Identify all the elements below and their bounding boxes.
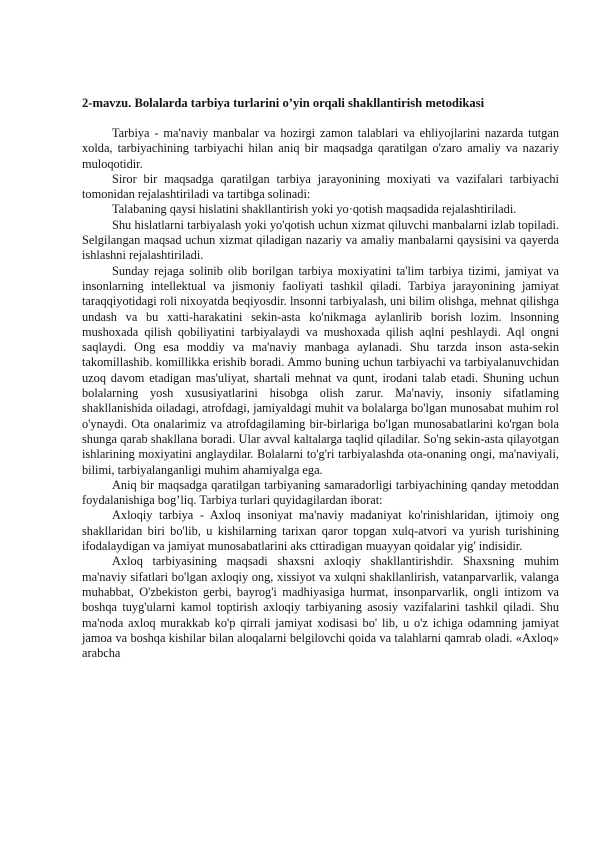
page-title: 2-mavzu. Bolalarda tarbiya turlarini o’yin orqali shakllantirish metodikasi: [82, 96, 485, 110]
paragraph-tarbiya-definition: Tarbiya - ma'naviy manbalar va hozirgi zamon talablari va ehliyojlarini nazarda tutgan xolda, tarbiyachining tarbiyachi hilan aniq bir maqsadga qaratilgan o'zaro amaliy va nazariy muloqotidir.: [82, 126, 559, 171]
paragraph-sources: Shu hislatlarni tarbiyalash yoki yo'qotish uchun xizmat qiluvchi manbalarni izlab topiladi. Selgilangan maqsad uchun xizmat qiladigan nazariy va amaliy manbalarni qaysisini va qayerda ishlashni rejalashtiriladi.: [82, 217, 559, 263]
paragraph-tarbiya-essence: Sunday rejaga solinib olib borilgan tarbiya moxiyatini ta'lim tarbiya tizimi, jamiyat va insonlarning intellektual va jismoniy faoliyati tashkil qiladi. Tarbiya jarayonining jamiyat taraqqiyotidagi roli nixoyatda beqiyosdir. lnsonni tarbiyalash, uni bilim olishga, mehnat qilishga undash va bu xatti-harakatini sekin-asta ko'nikmaga aylanlirib borish lozim. lnsonning mushoxada qilish qobiliyatini tarbiyalaydi va mushoxada qilish aqlni peshlaydi. Aql ongni saqlaydi. Ong esa moddiy va ma'naviy manbaga aylanadi. Shu tarzda inson asta-sekin takomillashib. komillikka erishib boradi. Ammo buning uchun tarbiyachi va tarbiyalanuvchidan uzoq davom etadigan mas'uliyat, shartali mehnat va qunt, irodani talab etadi. Shuning uchun bolalarning yosh xususiyatlarini hisobga olish zarur. Ma'naviy, insoniy sifatlaming shakllanishida oiladagi, atrofdagi, jamiyaldagi muhit va bolalarga bo'lgan munosabat muhim rol o'ynaydi. Ota onalarimiz va atrofdagilaming bir-birlariga bo'lgan munosabatlarini ko'rgan bola shunga qarab shakllana boradi. Ular avval kaltalarga taqlid qiladilar. So'ng sekin-asta qilayotgan ishlarining moxiyatini anglaydilar. Bolalarni to'g'ri tarbiyalashda ota-onaning ongi, ma'naviyali, bilimi, tarbiyalanganligi muhim ahamiyalga ega.: [82, 263, 559, 477]
paragraph-moral-goal: Axloq tarbiyasining maqsadi shaxsni axloqiy shakllantirishdir. Shaxsning muhim ma'naviy sifatlari bo'lgan axloqiy ong, xissiyot va xulqni shakllanlirish, vatanparvarlik, valanga muhabbat, O'zbekiston gerbi, bayrog'i madhiyasiga hurmat, insonparvarlik, ongli intizom va boshqa tuyg'ularni kamol toptirish axloqiy tarbiyaning asosiy vazifalarini tashkil qiladi. Shu ma'noda axloq murakkab ko'p qirrali jamiyat xodisasi bo' lib, u o'z ichiga odamning jamiyat jamoa va boshqa kishilar bilan aloqalarni belgilovchi qoida va talahlarni qamrab oladi. «Axloq» arabcha: [82, 554, 559, 661]
document-body: [82, 126, 559, 661]
paragraph-moral-education: Axloqiy tarbiya - Axloq insoniyat ma'naviy madaniyat ko'rinishlaridan, ijtimoiy ong shakllaridan biri bo'lib, u kishilarning tarixan qaror topgan xulq-atvori va yurish turishining ifodalaydigan va jamiyat munosabatlarini aks cttiradigan muayyan qoidalar yig' indisidir.: [82, 508, 559, 554]
paragraph-effectiveness: Aniq bir maqsadga qaratilgan tarbiyaning samaradorligi tarbiyachining qanday metoddan foydalanishiga bog’liq. Tarbiya turlari quyidagilardan iborat:: [82, 477, 559, 508]
paragraph-planning-traits: Talabaning qaysi hislatini shakllantirish yoki yo·qotish maqsadida rejalashtiriladi.: [112, 202, 517, 217]
paragraph-tarbiya-process: Siror bir maqsadga qaratilgan tarbiya jarayonining moxiyati va vazifalari tarbiyachi tomonidan rejalashtiriladi va tartibga solinadi:: [82, 171, 559, 202]
